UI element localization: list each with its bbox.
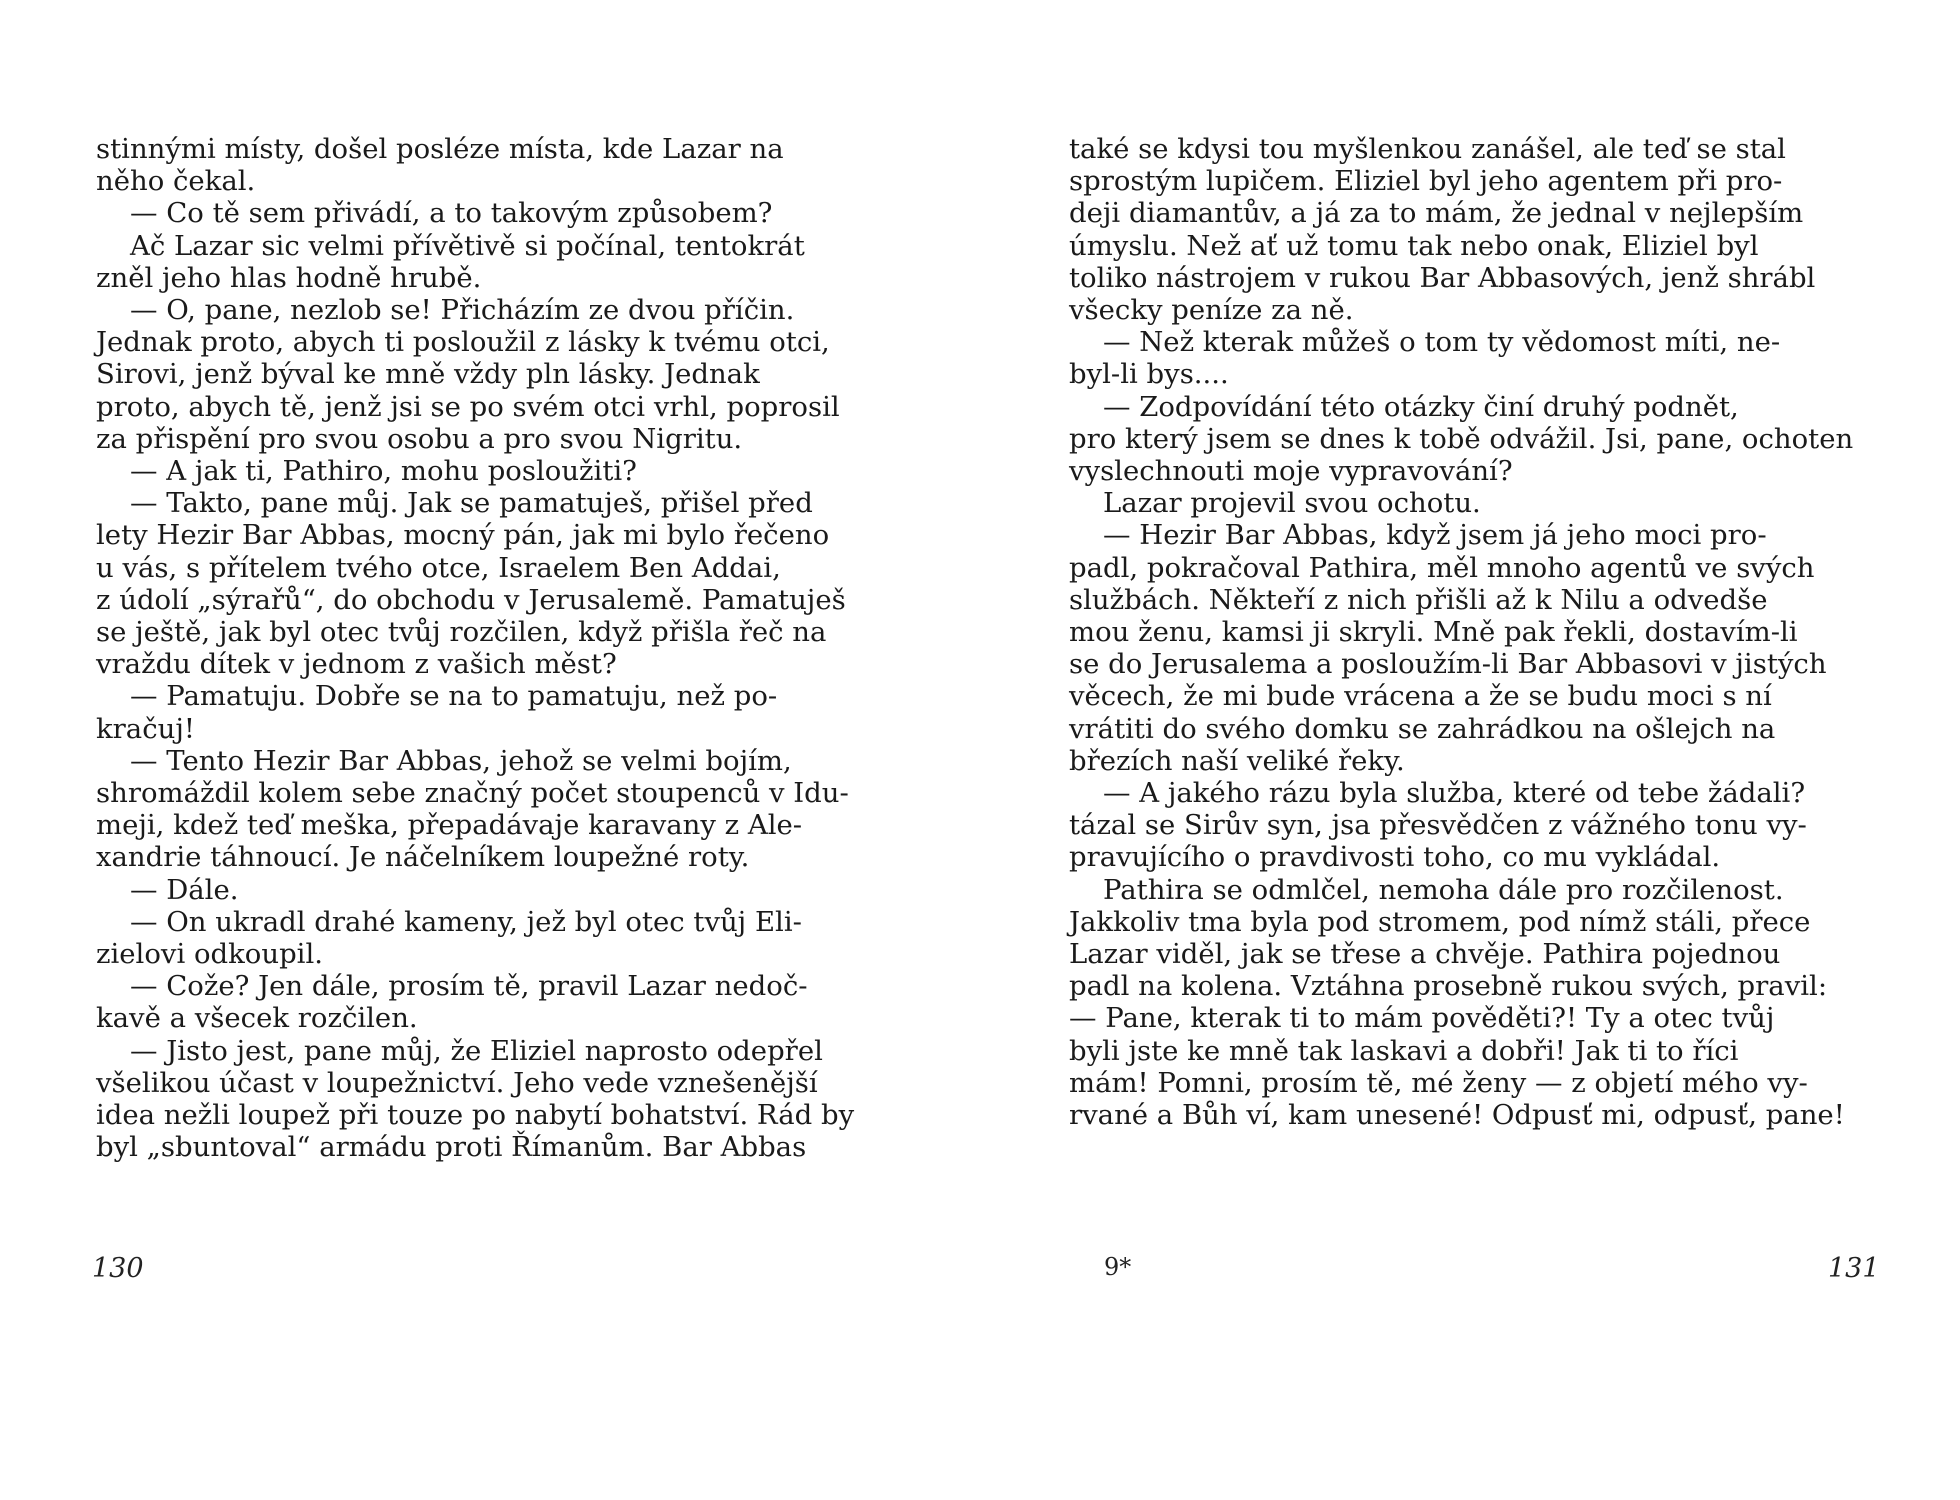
text-line: idea nežli loupež při touze po nabytí bohatství. Rád by bbox=[96, 1099, 855, 1132]
text-line: — Zodpovídání této otázky činí druhý podnět, bbox=[1103, 390, 1739, 423]
right-page bbox=[980, 0, 1960, 1500]
right-page-number: 131 bbox=[1828, 1253, 1880, 1284]
text-line: — Pane, kterak ti to mám pověděti?! Ty a otec tvůj bbox=[1069, 1002, 1775, 1035]
right-page-text bbox=[1069, 133, 1877, 1131]
text-line: kračuj! bbox=[96, 712, 195, 745]
text-line: všecky peníze za ně. bbox=[1069, 294, 1354, 327]
text-line: pravujícího o pravdivosti toho, co mu vykládal. bbox=[1069, 841, 1721, 874]
text-line: za přispění pro svou osobu a pro svou Nigritu. bbox=[96, 422, 743, 455]
text-line: meji, kdež teď meška, přepadávaje karavany z Ale- bbox=[96, 809, 803, 842]
text-line: zněl jeho hlas hodně hrubě. bbox=[96, 261, 482, 294]
text-line: — Než kterak můžeš o tom ty vědomost míti, ne- bbox=[1103, 326, 1781, 359]
text-line: byl „sbuntoval“ armádu proti Římanům. Bar Abbas bbox=[96, 1131, 807, 1164]
text-line: — A jakého rázu byla služba, které od tebe žádali? bbox=[1103, 777, 1806, 810]
text-line: padl na kolena. Vztáhna prosebně rukou svých, pravil: bbox=[1069, 970, 1828, 1003]
text-line: stinnými místy, došel posléze místa, kde Lazar na bbox=[96, 133, 784, 165]
signature-mark: 9* bbox=[1104, 1253, 1132, 1281]
text-line: věcech, že mi bude vrácena a že se budu moci s ní bbox=[1069, 680, 1772, 713]
text-line: službách. Někteří z nich přišli až k Nilu a odvedše bbox=[1069, 583, 1768, 616]
text-line: — Jisto jest, pane můj, že Eliziel naprosto odepřel bbox=[130, 1034, 823, 1067]
text-line: — Pamatuju. Dobře se na to pamatuju, než po- bbox=[130, 680, 778, 713]
text-line: Sirovi, jenž býval ke mně vždy pln lásky. Jednak bbox=[96, 358, 760, 391]
text-line: se ještě, jak byl otec tvůj rozčilen, když přišla řeč na bbox=[96, 616, 827, 649]
text-line: sprostým lupičem. Eliziel byl jeho agentem při pro- bbox=[1069, 165, 1783, 198]
text-line: z údolí „sýrařů“, do obchodu v Jerusalemě. Pamatuješ bbox=[96, 583, 846, 616]
text-line: březích naší veliké řeky. bbox=[1069, 744, 1405, 777]
text-line: Pathira se odmlčel, nemoha dále pro rozčilenost. bbox=[1103, 873, 1784, 906]
text-line: — Co tě sem přivádí, a to takovým způsobem? bbox=[130, 197, 773, 230]
text-line: u vás, s přítelem tvého otce, Israelem Ben Addai, bbox=[96, 551, 781, 584]
text-line: vraždu dítek v jednom z vašich měst? bbox=[96, 648, 617, 681]
text-line: něho čekal. bbox=[96, 165, 256, 198]
text-line: mou ženu, kamsi ji skryli. Mně pak řekli, dostavím-li bbox=[1069, 616, 1798, 649]
text-line: byli jste ke mně tak laskavi a dobři! Jak ti to říci bbox=[1069, 1034, 1739, 1067]
text-line: pro který jsem se dnes k tobě odvážil. Jsi, pane, ochoten bbox=[1069, 422, 1854, 455]
text-line: mám! Pomni, prosím tě, mé ženy — z objetí mého vy- bbox=[1069, 1066, 1808, 1099]
text-line: deji diamantův, a já za to mám, že jednal v nejlepším bbox=[1069, 197, 1804, 230]
text-line: Jednak proto, abych ti posloužil z lásky k tvému otci, bbox=[96, 326, 830, 359]
text-line: — Takto, pane můj. Jak se pamatuješ, přišel před bbox=[130, 487, 813, 520]
text-line: — On ukradl drahé kameny, jež byl otec tvůj Eli- bbox=[130, 905, 802, 938]
text-line: se do Jerusalema a posloužím-li Bar Abbasovi v jistých bbox=[1069, 648, 1827, 681]
text-line: tázal se Sirův syn, jsa přesvědčen z vážného tonu vy- bbox=[1069, 809, 1807, 842]
text-line: Ač Lazar sic velmi přívětivě si počínal, tentokrát bbox=[130, 229, 805, 262]
left-page-number: 130 bbox=[92, 1253, 144, 1284]
text-line: vyslechnouti moje vypravování? bbox=[1069, 455, 1513, 488]
text-line: vrátiti do svého domku se zahrádkou na ošlejch na bbox=[1069, 712, 1776, 745]
text-line: shromáždil kolem sebe značný počet stoupenců v Idu- bbox=[96, 777, 849, 810]
text-line: zielovi odkoupil. bbox=[96, 938, 324, 971]
text-line: lety Hezir Bar Abbas, mocný pán, jak mi bylo řečeno bbox=[96, 519, 830, 552]
text-line: — A jak ti, Pathiro, mohu posloužiti? bbox=[130, 455, 637, 488]
left-page-text bbox=[96, 133, 904, 1164]
text-line: — Dále. bbox=[130, 873, 239, 906]
text-line: — O, pane, nezlob se! Přicházím ze dvou příčin. bbox=[130, 294, 795, 327]
text-line: Jakkoliv tma byla pod stromem, pod nímž stáli, přece bbox=[1069, 905, 1811, 938]
text-line: proto, abych tě, jenž jsi se po svém otci vrhl, poprosil bbox=[96, 390, 840, 423]
text-line: — Cože? Jen dále, prosím tě, pravil Lazar nedoč- bbox=[130, 970, 808, 1003]
text-line: také se kdysi tou myšlenkou zanášel, ale teď se stal bbox=[1069, 133, 1786, 165]
text-line: — Tento Hezir Bar Abbas, jehož se velmi bojím, bbox=[130, 744, 792, 777]
text-line: Lazar projevil svou ochotu. bbox=[1103, 487, 1481, 520]
text-line: rvané a Bůh ví, kam unesené! Odpusť mi, odpusť, pane! bbox=[1069, 1099, 1845, 1132]
text-line: toliko nástrojem v rukou Bar Abbasových, jenž shrábl bbox=[1069, 261, 1816, 294]
text-line: — Hezir Bar Abbas, když jsem já jeho moci pro- bbox=[1103, 519, 1767, 552]
text-line: byl-li bys.... bbox=[1069, 358, 1229, 391]
text-line: všelikou účast v loupežnictví. Jeho vede vznešenější bbox=[96, 1066, 818, 1099]
text-line: padl, pokračoval Pathira, měl mnoho agentů ve svých bbox=[1069, 551, 1815, 584]
text-line: úmyslu. Než ať už tomu tak nebo onak, Eliziel byl bbox=[1069, 229, 1759, 262]
text-line: Lazar viděl, jak se třese a chvěje. Pathira pojednou bbox=[1069, 938, 1781, 971]
text-line: kavě a všecek rozčilen. bbox=[96, 1002, 418, 1035]
text-line: xandrie táhnoucí. Je náčelníkem loupežné roty. bbox=[96, 841, 750, 874]
